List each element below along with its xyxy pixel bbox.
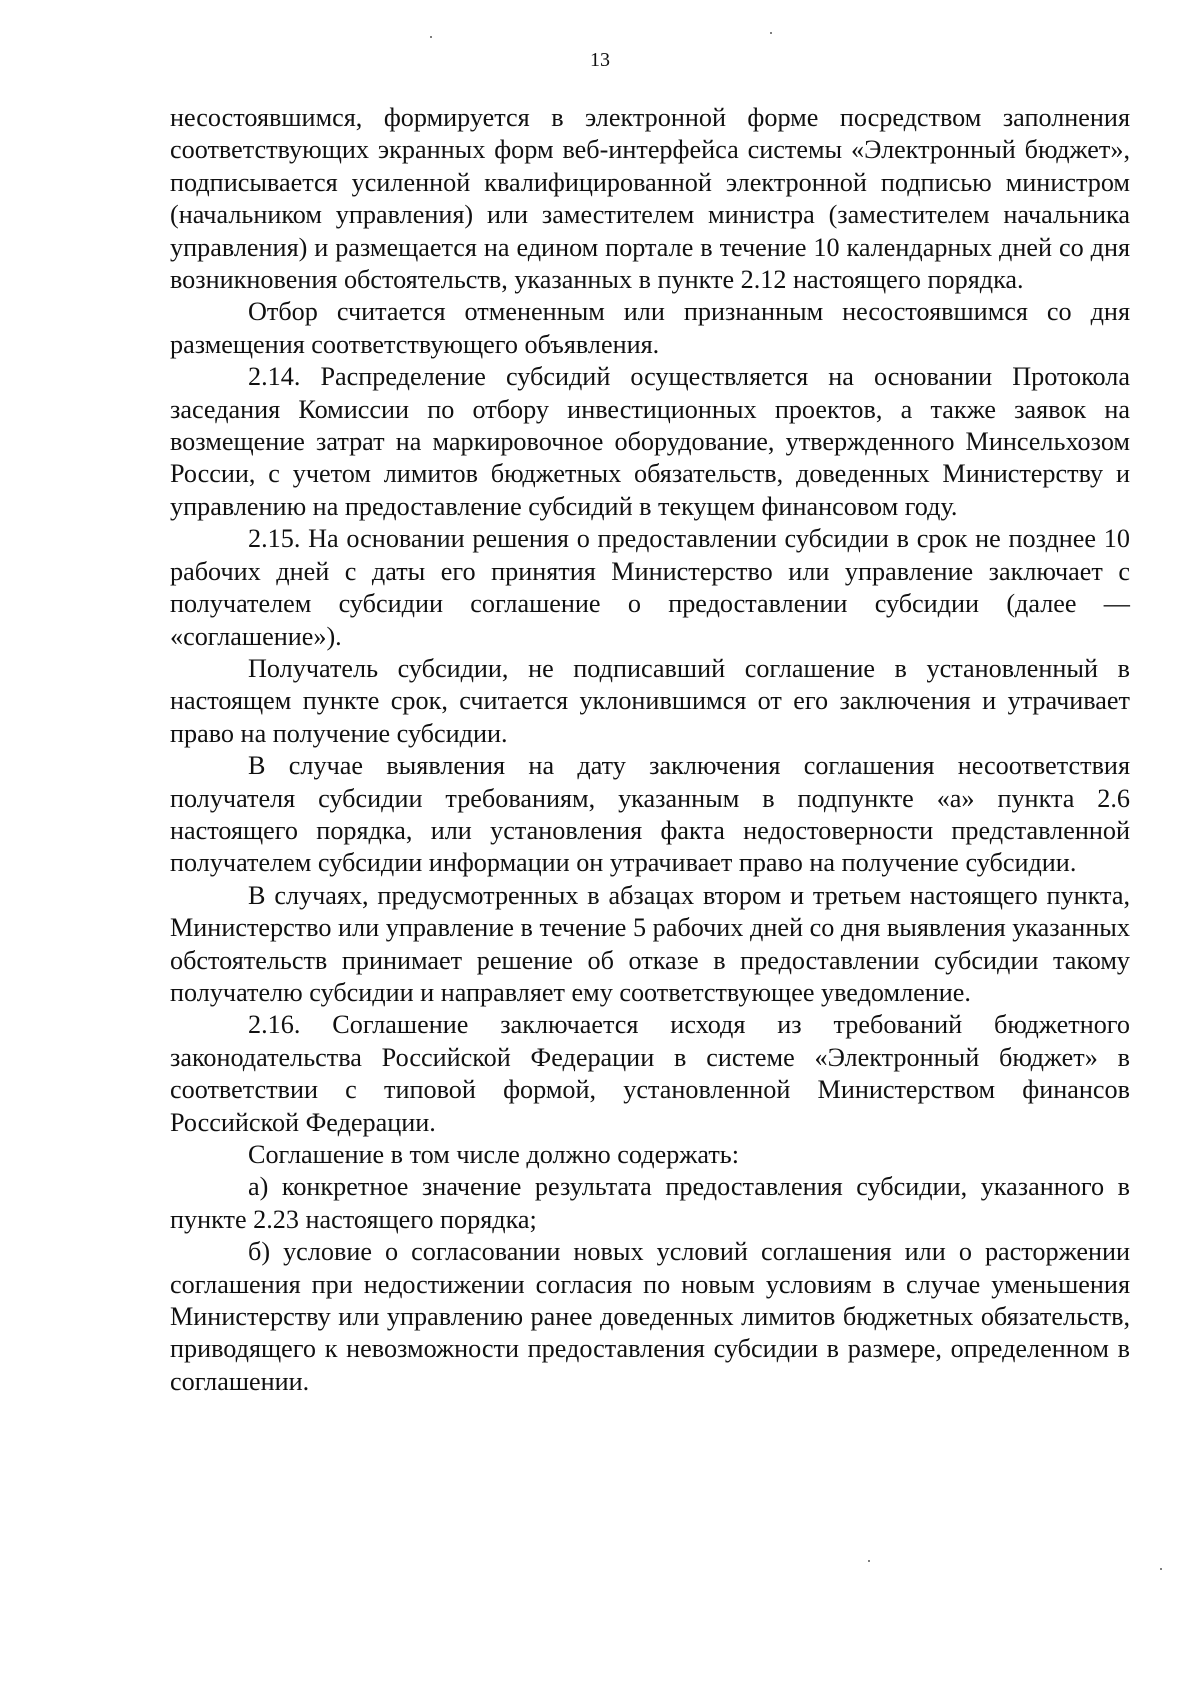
document-body — [170, 102, 1130, 1398]
paragraph-section-2-16: 2.16. Соглашение заключается исходя из требований бюджетного законодательства Российской Федерации в системе «Электронный бюджет» в соответствии с типовой формой, установленной Министерством финансов Российской Федерации. — [170, 1010, 1130, 1137]
paragraph: Соглашение в том числе должно содержать: — [248, 1140, 740, 1169]
page-number: 13 — [590, 49, 610, 71]
scan-speck — [1160, 1568, 1162, 1570]
paragraph: несостоявшимся, формируется в электронной форме посредством заполнения соответствующих экранных форм веб-интерфейса системы «Электронный бюджет», подписывается усиленной квалифицированной электронной подписью министром (начальником управления) или заместителем министра (заместителем начальника управления) и размещается на едином портале в течение 10 календарных дней со дня возникновения обстоятельств, указанных в пункте 2.12 настоящего порядка. — [170, 103, 1130, 295]
paragraph: В случае выявления на дату заключения соглашения несоответствия получателя субсидии требованиям, указанным в подпункте «а» пункта 2.6 настоящего порядка, или установления факта недостоверности представленной получателем субсидии информации он утрачивает право на получение субсидии. — [170, 751, 1130, 878]
list-item: б) условие о согласовании новых условий соглашения или о расторжении соглашения при недостижении согласия по новым условиям в случае уменьшения Министерству или управлению ранее доведенных лимитов бюджетных обязательств, приводящего к невозможности предоставления субсидии в размере, определенном в соглашении. — [170, 1237, 1130, 1396]
scan-speck — [868, 1560, 870, 1562]
paragraph: Получатель субсидии, не подписавший соглашение в установленный в настоящем пункте срок, считается уклонившимся от его заключения и утрачивает право на получение субсидии. — [170, 653, 1130, 748]
paragraph: В случаях, предусмотренных в абзацах втором и третьем настоящего пункта, Министерство или управление в течение 5 рабочих дней со дня выявления указанных обстоятельств принимает решение об отказе в предоставлении субсидии такому получателю субсидии и направляет ему соответствующее уведомление. — [170, 880, 1130, 1007]
paragraph-section-2-14: 2.14. Распределение субсидий осуществляется на основании Протокола заседания Комиссии по отбору инвестиционных проектов, а также заявок на возмещение затрат на маркировочное оборудование, утвержденного Минсельхозом России, с учетом лимитов бюджетных обязательств, доведенных Министерству и управлению на предоставление субсидий в текущем финансовом году. — [170, 362, 1130, 521]
paragraph-section-2-15: 2.15. На основании решения о предоставлении субсидии в срок не позднее 10 рабочих дней с даты его принятия Министерство или управление заключает с получателем субсидии соглашение о предоставлении субсидии (далее — «соглашение»). — [170, 524, 1130, 651]
list-item: а) конкретное значение результата предоставления субсидии, указанного в пункте 2.23 настоящего порядка; — [170, 1172, 1130, 1234]
scan-speck — [430, 36, 432, 38]
paragraph: Отбор считается отмененным или признанным несостоявшимся со дня размещения соответствующего объявления. — [170, 297, 1130, 359]
scan-speck — [770, 32, 772, 34]
